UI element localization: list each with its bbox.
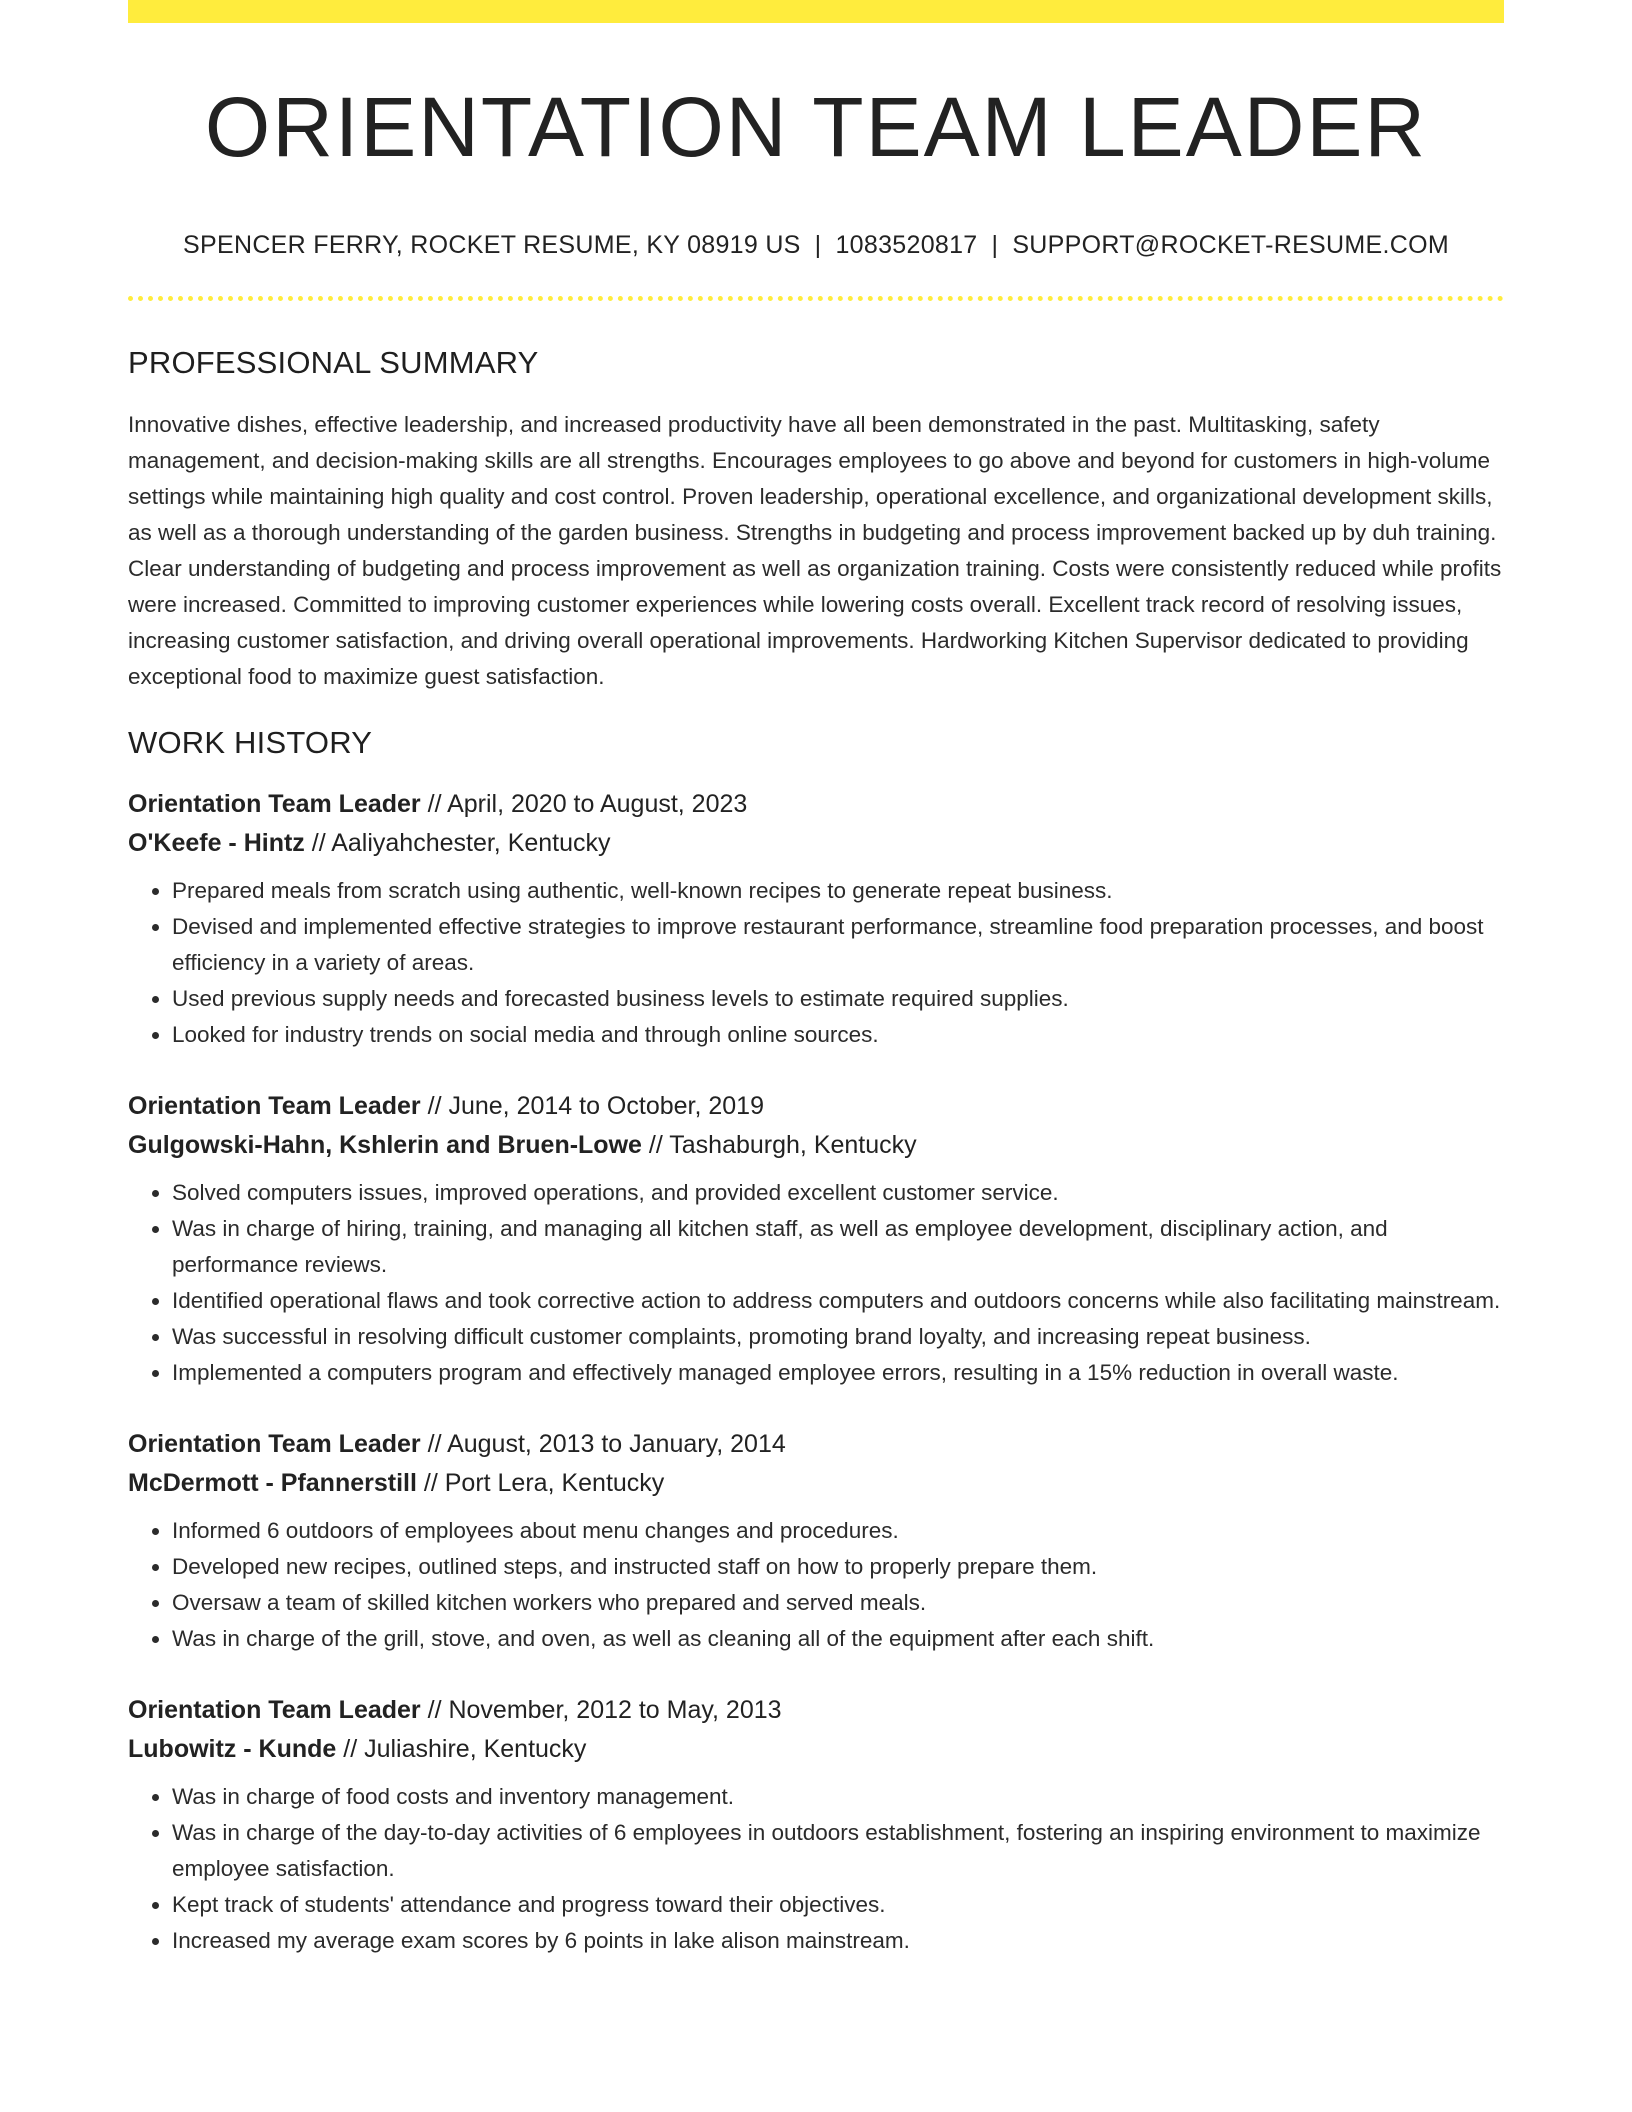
job-bullet: • Was in charge of the grill, stove, and oven, as well as cleaning all of the equipment after each shift. <box>172 1621 1504 1657</box>
contact-phone: 1083520817 <box>835 231 978 259</box>
job-entry <box>128 1691 1504 1959</box>
job-bullet: • Was in charge of hiring, training, and managing all kitchen staff, as well as employee development, disciplinary action, and performance reviews. <box>172 1211 1504 1283</box>
contact-separator: | <box>991 231 999 259</box>
job-separator: // <box>304 829 332 857</box>
job-bullet: • Informed 6 outdoors of employees about menu changes and procedures. <box>172 1513 1504 1549</box>
job-bullet: • Developed new recipes, outlined steps, and instructed staff on how to properly prepare them. <box>172 1549 1504 1585</box>
contact-line <box>128 231 1504 260</box>
work-history-list <box>128 785 1504 1959</box>
job-role-line <box>128 1087 1504 1126</box>
job-role-line <box>128 1425 1504 1464</box>
job-bullet: • Devised and implemented effective strategies to improve restaurant performance, streamline food preparation processes, and boost efficiency in a variety of areas. <box>172 909 1504 981</box>
dotted-divider <box>128 296 1504 301</box>
job-separator: // <box>641 1131 670 1159</box>
job-company: Lubowitz - Kunde <box>128 1735 337 1763</box>
job-bullet: • Was successful in resolving difficult customer complaints, promoting brand loyalty, and increasing repeat business. <box>172 1319 1504 1355</box>
job-dates: April, 2020 to August, 2023 <box>447 790 748 818</box>
job-company-line <box>128 824 1504 863</box>
job-bullets <box>128 1175 1504 1391</box>
job-location: Tashaburgh, Kentucky <box>669 1131 917 1159</box>
job-company: O'Keefe - Hintz <box>128 829 305 857</box>
job-separator: // <box>420 1430 448 1458</box>
job-separator: // <box>416 1469 445 1497</box>
job-role: Orientation Team Leader <box>128 1696 421 1724</box>
job-bullet: • Was in charge of food costs and inventory management. <box>172 1779 1504 1815</box>
contact-address: SPENCER FERRY, ROCKET RESUME, KY 08919 US <box>183 231 801 259</box>
job-company-line <box>128 1126 1504 1165</box>
job-bullet: • Looked for industry trends on social media and through online sources. <box>172 1017 1504 1053</box>
contact-email: SUPPORT@ROCKET-RESUME.COM <box>1012 231 1449 259</box>
job-dates: August, 2013 to January, 2014 <box>447 1430 786 1458</box>
job-bullet: • Was in charge of the day-to-day activities of 6 employees in outdoors establishment, fostering an inspiring environment to maximize employee satisfaction. <box>172 1815 1504 1887</box>
contact-separator: | <box>814 231 822 259</box>
job-bullets <box>128 1513 1504 1657</box>
job-bullet: • Solved computers issues, improved operations, and provided excellent customer service. <box>172 1175 1504 1211</box>
job-bullets <box>128 1779 1504 1959</box>
job-separator: // <box>420 790 448 818</box>
work-history-heading: WORK HISTORY <box>128 725 373 760</box>
job-company-line <box>128 1730 1504 1769</box>
job-bullet: • Identified operational flaws and took corrective action to address computers and outdoors concerns while also facilitating mainstream. <box>172 1283 1504 1319</box>
job-entry <box>128 1087 1504 1391</box>
job-bullet: • Oversaw a team of skilled kitchen workers who prepared and served meals. <box>172 1585 1504 1621</box>
job-role: Orientation Team Leader <box>128 1430 421 1458</box>
job-bullet: • Used previous supply needs and forecasted business levels to estimate required supplies. <box>172 981 1504 1017</box>
job-separator: // <box>420 1092 449 1120</box>
job-location: Port Lera, Kentucky <box>444 1469 665 1497</box>
job-separator: // <box>336 1735 365 1763</box>
job-role-line <box>128 1691 1504 1730</box>
resume-name-title: ORIENTATION TEAM LEADER <box>204 80 1428 174</box>
job-separator: // <box>420 1696 449 1724</box>
job-company-line <box>128 1464 1504 1503</box>
job-bullet: • Kept track of students' attendance and progress toward their objectives. <box>172 1887 1504 1923</box>
job-entry <box>128 785 1504 1053</box>
job-location: Juliashire, Kentucky <box>364 1735 587 1763</box>
job-bullet: • Prepared meals from scratch using authentic, well-known recipes to generate repeat business. <box>172 873 1504 909</box>
job-company: McDermott - Pfannerstill <box>128 1469 417 1497</box>
job-role: Orientation Team Leader <box>128 1092 421 1120</box>
job-entry <box>128 1425 1504 1657</box>
summary-text: Innovative dishes, effective leadership, and increased productivity have all been demonstrated in the past. Multitasking, safety management, and decision-making skills are all strengths. Encourages employees to go above and beyond for customers in high-volume settings while maintaining high quality and cost control. Proven leadership, operational excellence, and organizational development skills, as well as a thorough understanding of the garden business. Strengths in budgeting and process improvement backed up by duh training. Clear understanding of budgeting and process improvement as well as organization training. Costs were consistently reduced while profits were increased. Committed to improving customer experiences while lowering costs overall. Excellent track record of resolving issues, increasing customer satisfaction, and driving overall operational improvements. Hardworking Kitchen Supervisor dedicated to providing exceptional food to maximize guest satisfaction. <box>128 412 1502 689</box>
job-location: Aaliyahchester, Kentucky <box>331 829 611 857</box>
job-dates: June, 2014 to October, 2019 <box>448 1092 764 1120</box>
job-dates: November, 2012 to May, 2013 <box>448 1696 782 1724</box>
summary-heading: PROFESSIONAL SUMMARY <box>128 345 539 380</box>
accent-top-bar <box>128 0 1504 23</box>
job-bullets <box>128 873 1504 1053</box>
job-role: Orientation Team Leader <box>128 790 421 818</box>
job-company: Gulgowski-Hahn, Kshlerin and Bruen-Lowe <box>128 1131 642 1159</box>
job-role-line <box>128 785 1504 824</box>
job-bullet: • Increased my average exam scores by 6 points in lake alison mainstream. <box>172 1923 1504 1959</box>
resume-page <box>128 0 1504 1959</box>
job-bullet: • Implemented a computers program and effectively managed employee errors, resulting in a 15% reduction in overall waste. <box>172 1355 1504 1391</box>
